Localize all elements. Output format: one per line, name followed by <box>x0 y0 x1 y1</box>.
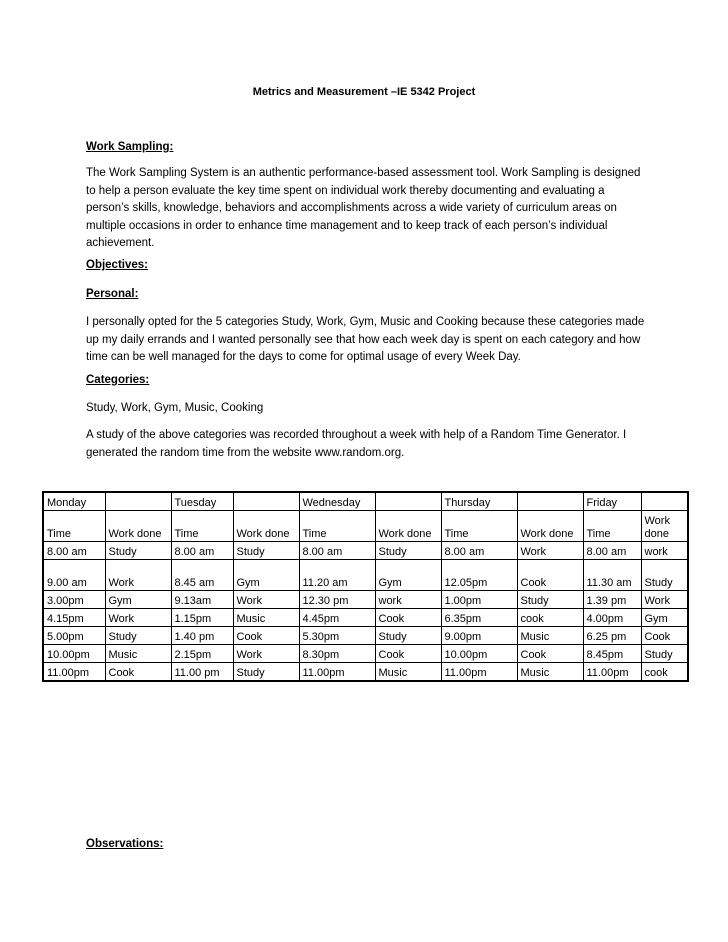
time-cell: 6.35pm <box>441 609 517 627</box>
activity-cell: Cook <box>375 645 441 663</box>
time-cell: 5.30pm <box>299 627 375 645</box>
time-cell: 8.00 am <box>171 542 233 560</box>
time-cell: 4.45pm <box>299 609 375 627</box>
activity-cell: Gym <box>375 560 441 591</box>
time-cell: 11.20 am <box>299 560 375 591</box>
activity-cell: Gym <box>641 609 688 627</box>
time-cell: 5.00pm <box>43 627 105 645</box>
activity-cell: Cook <box>105 663 171 682</box>
work-sampling-paragraph: The Work Sampling System is an authentic performance-based assessment tool. Work Sampling is designed to help a person evaluate the key time spent on individual work thereby documenting and evaluating a person’s skills, knowledge, behaviors and accomplishments across a wide variety of curriculum areas on multiple occasions in order to enhance time management and to keep track of each person’s individual achievement. <box>86 167 641 249</box>
activity-cell: Cook <box>375 609 441 627</box>
activity-cell: Music <box>517 663 583 682</box>
activity-cell: work <box>641 542 688 560</box>
time-cell: 8.00 am <box>583 542 641 560</box>
time-cell: 9.13am <box>171 591 233 609</box>
activity-cell: Study <box>641 560 688 591</box>
time-cell: 9.00 am <box>43 560 105 591</box>
time-column-header: Time <box>299 511 375 542</box>
activity-cell: Cook <box>517 560 583 591</box>
time-cell: 12.30 pm <box>299 591 375 609</box>
activity-cell: cook <box>517 609 583 627</box>
page-title: Metrics and Measurement –IE 5342 Project <box>252 86 476 98</box>
activity-cell: Work <box>233 591 299 609</box>
work-column-header: Work done <box>641 511 688 542</box>
activity-cell: Work <box>517 542 583 560</box>
activity-cell: Music <box>233 609 299 627</box>
table-row <box>43 645 688 663</box>
column-header-row <box>43 511 688 542</box>
activity-cell: Study <box>233 663 299 682</box>
time-cell: 8.00 am <box>441 542 517 560</box>
activity-cell: Work <box>641 591 688 609</box>
activity-cell: Study <box>375 542 441 560</box>
observations-heading: Observations: <box>86 838 164 850</box>
activity-cell: Cook <box>641 627 688 645</box>
activity-cell: Work <box>233 645 299 663</box>
time-cell: 9.00pm <box>441 627 517 645</box>
time-cell: 1.15pm <box>171 609 233 627</box>
activity-cell: Study <box>105 627 171 645</box>
time-cell: 11.00pm <box>583 663 641 682</box>
activity-cell: Study <box>105 542 171 560</box>
time-cell: 8.30pm <box>299 645 375 663</box>
time-cell: 10.00pm <box>441 645 517 663</box>
activity-cell: Cook <box>517 645 583 663</box>
table-row <box>43 560 688 591</box>
time-cell: 8.45 am <box>171 560 233 591</box>
table-row <box>43 542 688 560</box>
time-column-header: Time <box>43 511 105 542</box>
time-column-header: Time <box>441 511 517 542</box>
time-cell: 8.00 am <box>299 542 375 560</box>
activity-cell: Cook <box>233 627 299 645</box>
time-cell: 8.00 am <box>43 542 105 560</box>
table-row <box>43 609 688 627</box>
work-column-header: Work done <box>105 511 171 542</box>
objectives-heading: Objectives: <box>86 259 148 271</box>
day-header-row <box>43 492 688 511</box>
work-column-header: Work done <box>375 511 441 542</box>
time-cell: 11.00 pm <box>171 663 233 682</box>
time-cell: 8.45pm <box>583 645 641 663</box>
day-header: Friday <box>583 492 641 511</box>
time-cell: 10.00pm <box>43 645 105 663</box>
activity-cell: Study <box>233 542 299 560</box>
day-header: Monday <box>43 492 105 511</box>
activity-cell: Study <box>517 591 583 609</box>
time-cell: 1.40 pm <box>171 627 233 645</box>
activity-cell: Work <box>105 609 171 627</box>
time-cell: 2.15pm <box>171 645 233 663</box>
day-header: Thursday <box>441 492 517 511</box>
time-cell: 6.25 pm <box>583 627 641 645</box>
time-cell: 11.00pm <box>441 663 517 682</box>
personal-paragraph: I personally opted for the 5 categories Study, Work, Gym, Music and Cooking because these categories made up my daily errands and I wanted personally see that how each week day is spent on each category and how time can be well managed for the days to come for optimal usage of every Week Day. <box>86 316 645 363</box>
activity-cell: Music <box>517 627 583 645</box>
time-cell: 12.05pm <box>441 560 517 591</box>
activity-cell: Gym <box>233 560 299 591</box>
work-log-table <box>42 491 689 682</box>
activity-cell: Study <box>641 645 688 663</box>
work-sampling-heading: Work Sampling: <box>86 141 174 153</box>
activity-cell: work <box>375 591 441 609</box>
time-cell: 11.00pm <box>43 663 105 682</box>
activity-cell: Study <box>375 627 441 645</box>
time-column-header: Time <box>171 511 233 542</box>
time-cell: 4.15pm <box>43 609 105 627</box>
time-cell: 11.00pm <box>299 663 375 682</box>
table-row <box>43 591 688 609</box>
activity-cell: Music <box>105 645 171 663</box>
personal-heading: Personal: <box>86 288 139 300</box>
table-row <box>43 627 688 645</box>
time-cell: 1.39 pm <box>583 591 641 609</box>
categories-list: Study, Work, Gym, Music, Cooking <box>86 402 264 414</box>
activity-cell: Music <box>375 663 441 682</box>
study-note-paragraph: A study of the above categories was recorded throughout a week with help of a Random Time Generator. I generated the random time from the website www.random.org. <box>86 429 627 459</box>
table-row <box>43 663 688 682</box>
time-cell: 11.30 am <box>583 560 641 591</box>
time-cell: 3.00pm <box>43 591 105 609</box>
time-cell: 4.00pm <box>583 609 641 627</box>
time-cell: 1.00pm <box>441 591 517 609</box>
activity-cell: Gym <box>105 591 171 609</box>
activity-cell: cook <box>641 663 688 682</box>
day-header: Wednesday <box>299 492 375 511</box>
work-column-header: Work done <box>517 511 583 542</box>
time-column-header: Time <box>583 511 641 542</box>
categories-heading: Categories: <box>86 374 150 386</box>
work-column-header: Work done <box>233 511 299 542</box>
day-header: Tuesday <box>171 492 233 511</box>
activity-cell: Work <box>105 560 171 591</box>
